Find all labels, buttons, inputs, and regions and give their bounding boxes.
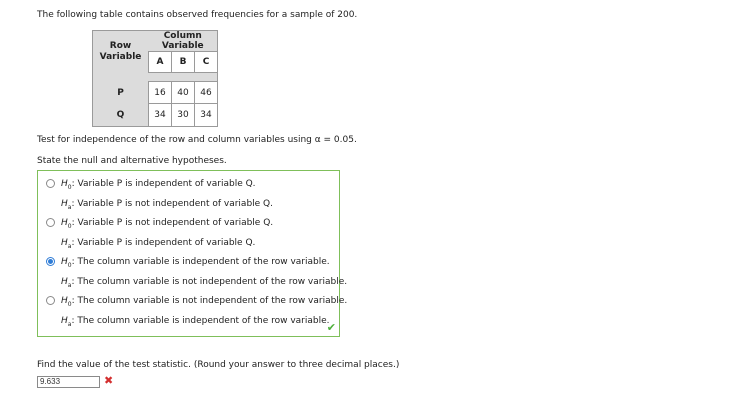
option-ha-text: : The column variable is not independent of the row variable. <box>71 276 348 287</box>
table-cell: 16 <box>149 82 172 104</box>
x-icon: ✖ <box>104 374 114 387</box>
table-cell: 34 <box>195 104 218 127</box>
option-ha-text: : Variable P is independent of variable Q. <box>71 237 256 248</box>
hypotheses-options <box>37 170 348 337</box>
find-statistic-prompt: Find the value of the test statistic. (Round your answer to three decimal places.) <box>37 360 400 370</box>
test-instruction: Test for independence of the row and column variables using α = 0.05. <box>37 135 357 145</box>
check-icon: ✔ <box>326 321 336 334</box>
radio-button[interactable] <box>46 296 55 305</box>
hypothesis-option-2[interactable]: $H_0$: Variable P is not independent of variable Q. $H_a$: Variable P is independent of variable Q. <box>46 215 273 255</box>
state-hypotheses-prompt: State the null and alternative hypotheses. <box>37 156 227 166</box>
radio-button[interactable] <box>46 179 55 188</box>
test-statistic-input[interactable]: 9.633 <box>37 376 100 388</box>
option-h0-text: : The column variable is not independent of the row variable. <box>71 296 348 306</box>
table-row <box>93 82 218 104</box>
problem-intro: The following table contains observed frequencies for a sample of 200. <box>37 10 358 20</box>
option-ha-text: : The column variable is independent of the row variable. <box>71 315 330 326</box>
option-h0-text: : Variable P is independent of variable Q. <box>71 179 256 189</box>
table-cell: 34 <box>149 104 172 127</box>
column-header-a: A <box>149 52 172 73</box>
table-row <box>93 104 218 127</box>
radio-button-selected[interactable] <box>46 257 55 266</box>
hypothesis-option-1[interactable]: $H_0$: Variable P is independent of variable Q. $H_a$: Variable P is not independent of variable Q. <box>46 176 273 216</box>
column-header-c: C <box>195 52 218 73</box>
option-h0-text: : The column variable is independent of the row variable. <box>71 257 330 267</box>
row-header-q: Q <box>116 109 125 120</box>
radio-button[interactable] <box>46 218 55 227</box>
table-cell: 46 <box>195 82 218 104</box>
option-h0-text: : Variable P is not independent of variable Q. <box>71 218 274 228</box>
table-cell: 40 <box>172 82 195 104</box>
table-cell: 30 <box>172 104 195 127</box>
row-header-p: P <box>117 87 124 98</box>
column-header-b: B <box>172 52 195 73</box>
frequency-table <box>92 30 218 127</box>
option-ha-text: : Variable P is not independent of variable Q. <box>71 198 274 209</box>
column-variable-header: Column Variable <box>161 31 204 51</box>
row-variable-header: Row Variable <box>99 40 142 62</box>
hypothesis-option-4[interactable]: $H_0$: The column variable is not independent of the row variable. $H_a$: The column variable is independent of the row variable. <box>46 293 347 333</box>
hypothesis-option-3[interactable]: $H_0$: The column variable is independent of the row variable. $H_a$: The column variable is not independent of the row variable. <box>46 254 347 294</box>
